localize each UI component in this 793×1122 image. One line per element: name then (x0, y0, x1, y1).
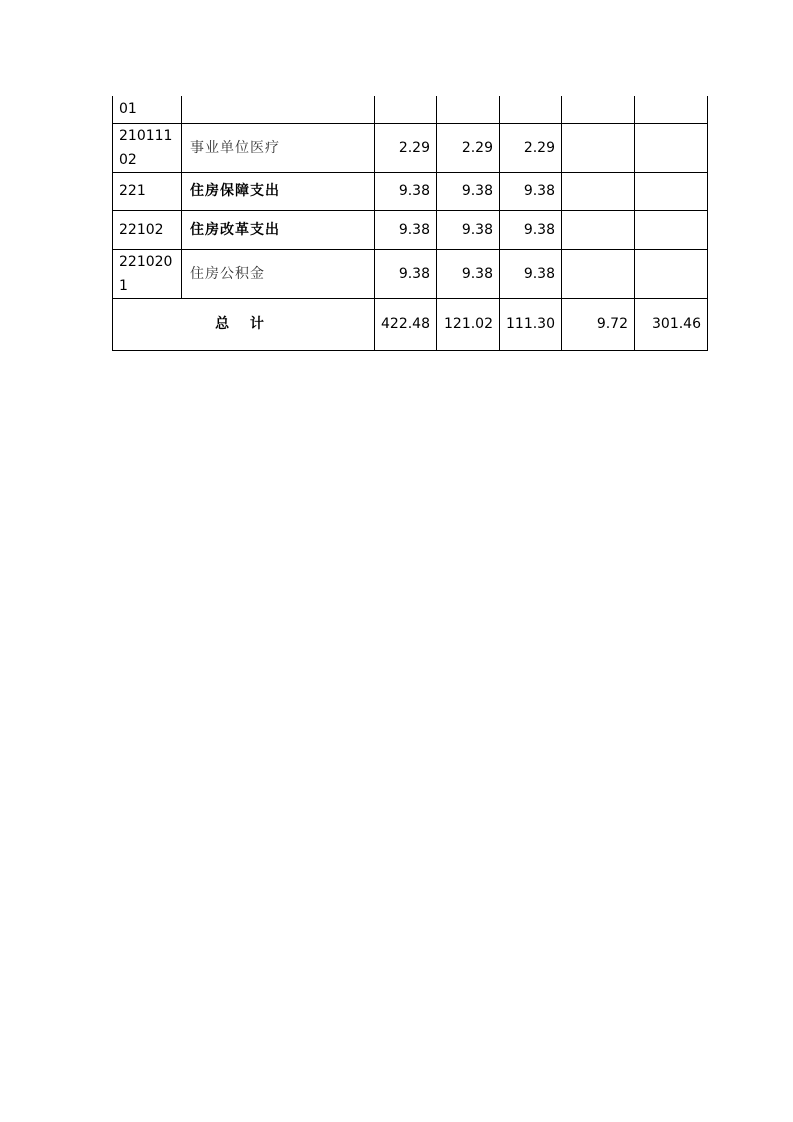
total-value-5: 301.46 (635, 298, 708, 350)
row-value-1: 9.38 (375, 249, 437, 298)
total-value-4: 9.72 (562, 298, 635, 350)
row-value-2: 2.29 (437, 123, 500, 172)
row-value-3: 9.38 (500, 172, 562, 210)
row-name: 住房改革支出 (182, 210, 375, 249)
row-name (182, 96, 375, 123)
table-row (113, 210, 708, 249)
table-row (113, 249, 708, 298)
row-code: 221 (113, 172, 182, 210)
row-value-5 (635, 96, 708, 123)
row-value-4 (562, 249, 635, 298)
table-row (113, 96, 708, 123)
row-name: 住房公积金 (182, 249, 375, 298)
row-value-2: 9.38 (437, 249, 500, 298)
budget-table (112, 96, 708, 351)
row-value-1: 9.38 (375, 172, 437, 210)
row-value-2 (437, 96, 500, 123)
total-value-2: 121.02 (437, 298, 500, 350)
row-value-4 (562, 210, 635, 249)
row-name: 住房保障支出 (182, 172, 375, 210)
row-value-5 (635, 123, 708, 172)
row-value-3 (500, 96, 562, 123)
row-value-1: 2.29 (375, 123, 437, 172)
row-value-4 (562, 96, 635, 123)
row-value-3: 2.29 (500, 123, 562, 172)
row-value-5 (635, 249, 708, 298)
total-value-3: 111.30 (500, 298, 562, 350)
total-label: 总 计 (113, 298, 375, 350)
row-value-1: 9.38 (375, 210, 437, 249)
row-code: 01 (113, 96, 182, 123)
row-value-1 (375, 96, 437, 123)
table-row (113, 172, 708, 210)
row-code: 2210201 (113, 249, 182, 298)
row-value-5 (635, 210, 708, 249)
row-value-3: 9.38 (500, 249, 562, 298)
row-name: 事业单位医疗 (182, 123, 375, 172)
table-row (113, 123, 708, 172)
row-code: 22102 (113, 210, 182, 249)
row-value-4 (562, 172, 635, 210)
row-value-2: 9.38 (437, 210, 500, 249)
total-value-1: 422.48 (375, 298, 437, 350)
row-value-4 (562, 123, 635, 172)
total-row (113, 298, 708, 350)
row-value-2: 9.38 (437, 172, 500, 210)
row-value-5 (635, 172, 708, 210)
row-code: 21011102 (113, 123, 182, 172)
row-value-3: 9.38 (500, 210, 562, 249)
